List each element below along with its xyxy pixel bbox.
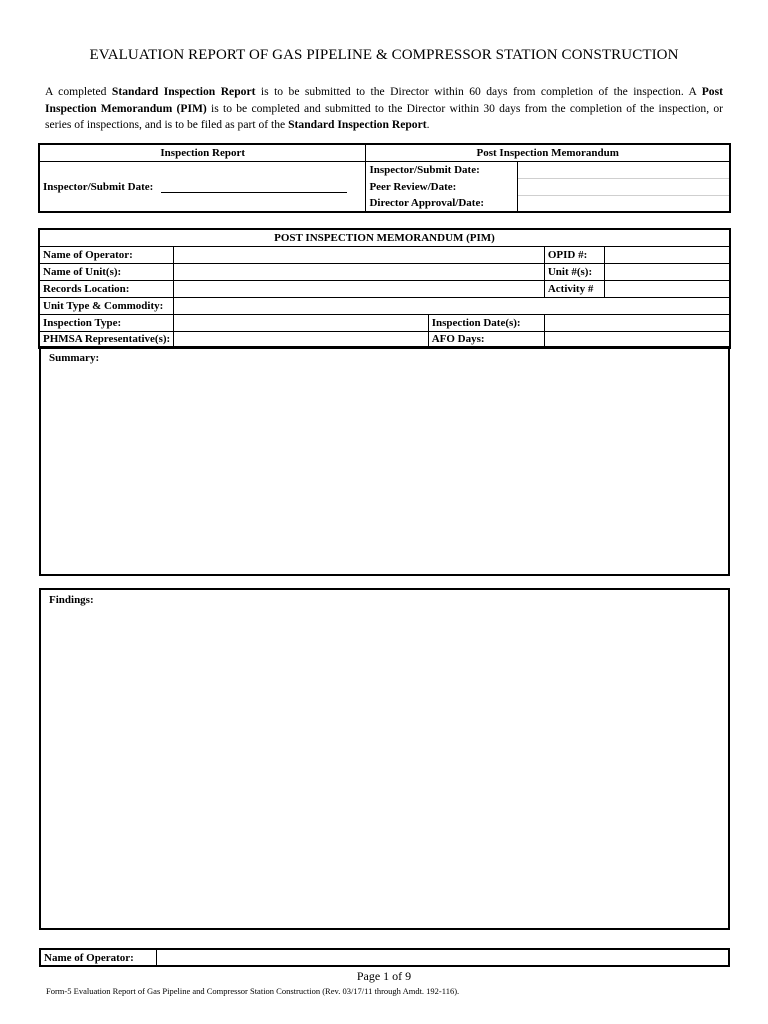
inspector-submit-cell (39, 161, 366, 212)
bottom-operator-label: Name of Operator: (40, 949, 156, 966)
director-approval-label: Director Approval/Date: (366, 195, 517, 212)
findings-box[interactable] (39, 588, 730, 930)
unit-numbers-label: Unit #(s): (544, 263, 604, 280)
peer-review-label: Peer Review/Date: (366, 178, 517, 195)
inspection-type-label: Inspection Type: (39, 314, 174, 331)
instructions-paragraph: A completed Standard Inspection Report is to be submitted to the Director within 60 days from completion of the inspection. A Post Inspection Memorandum (PIM) is to be completed and submitted to the Director within 30 days from the completion of the inspection, or series of inspections, and is to be filed as part of the Standard Inspection Report. (45, 85, 723, 131)
inspection-dates-label: Inspection Date(s): (428, 314, 544, 331)
inspection-type-field[interactable] (174, 314, 429, 331)
director-approval-field[interactable] (517, 195, 730, 212)
inspection-report-heading: Inspection Report (39, 144, 366, 161)
phmsa-representative-label: PHMSA Representative(s): (39, 331, 174, 348)
name-of-units-label: Name of Unit(s): (39, 263, 174, 280)
activity-field[interactable] (604, 280, 730, 297)
document-title: EVALUATION REPORT OF GAS PIPELINE & COMPRESSOR STATION CONSTRUCTION (89, 47, 679, 63)
bottom-operator-table (39, 948, 730, 967)
summary-label: Summary: (49, 352, 100, 364)
name-of-operator-field[interactable] (174, 246, 545, 263)
unit-type-field[interactable] (174, 297, 730, 314)
opid-label: OPID #: (544, 246, 604, 263)
bottom-operator-field[interactable] (156, 949, 729, 966)
report-header-table (38, 143, 731, 213)
inspection-dates-field[interactable] (544, 314, 730, 331)
records-location-label: Records Location: (39, 280, 174, 297)
pim-details-table (38, 228, 731, 349)
page-number: Page 1 of 9 (356, 969, 412, 983)
name-of-operator-label: Name of Operator: (39, 246, 174, 263)
activity-label: Activity # (544, 280, 604, 297)
inspector-submit-label: Inspector/Submit Date: (43, 181, 154, 194)
findings-label: Findings: (49, 594, 94, 606)
records-location-field[interactable] (174, 280, 545, 297)
form-footer: Form-5 Evaluation Report of Gas Pipeline and Compressor Station Construction (Rev. 03/17/11 through Amdt. 192-116). (46, 986, 460, 996)
peer-review-field[interactable] (517, 178, 730, 195)
pim-inspector-submit-field[interactable] (517, 161, 730, 178)
inspector-submit-field[interactable] (161, 179, 347, 193)
name-of-units-field[interactable] (174, 263, 545, 280)
opid-field[interactable] (604, 246, 730, 263)
pim-inspector-submit-label: Inspector/Submit Date: (366, 161, 517, 178)
pim-section-heading: POST INSPECTION MEMORANDUM (PIM) (39, 229, 730, 246)
afo-days-label: AFO Days: (428, 331, 544, 348)
unit-type-label: Unit Type & Commodity: (39, 297, 174, 314)
summary-box[interactable] (39, 346, 730, 576)
pim-heading: Post Inspection Memorandum (366, 144, 730, 161)
unit-numbers-field[interactable] (604, 263, 730, 280)
